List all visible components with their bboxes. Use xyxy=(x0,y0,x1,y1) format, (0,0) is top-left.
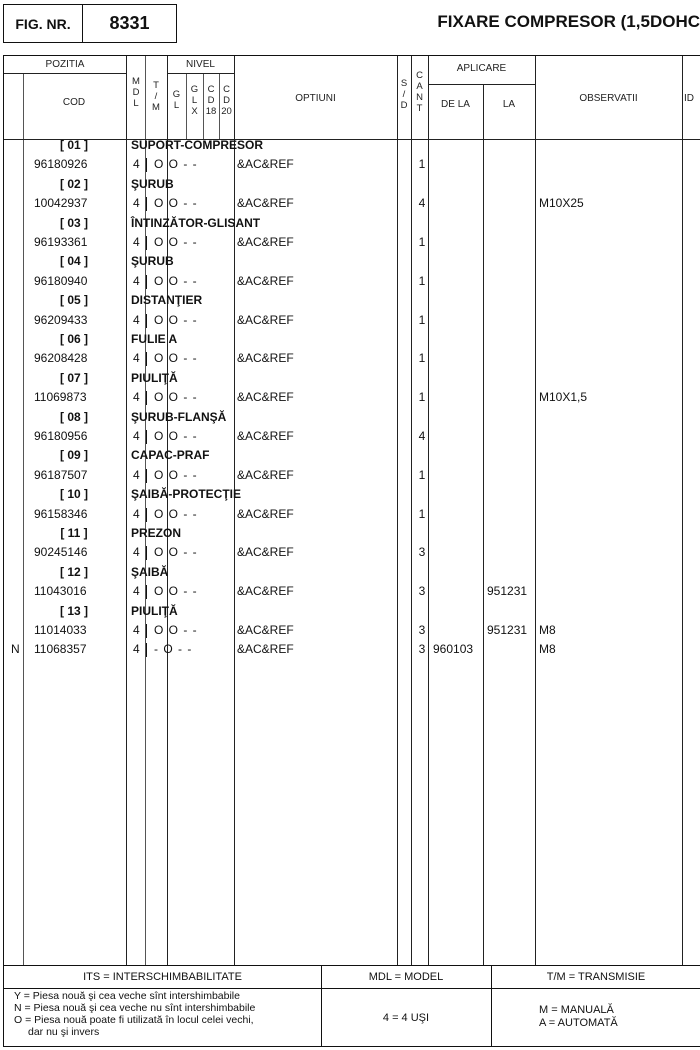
cell-mdl: 4 xyxy=(133,623,140,637)
cell-desc: ÎNTINZĂTOR-GLISANT xyxy=(131,215,261,230)
cell-pos: [ 06 ] xyxy=(59,332,88,346)
cell-opt: &AC&REF xyxy=(237,390,294,405)
cell-mdl: 4 xyxy=(133,351,140,366)
cell-mdl: 4 xyxy=(133,312,140,327)
cell-cant: 1 xyxy=(418,390,426,405)
cell-divider xyxy=(146,275,147,289)
cell-mdl: 4 xyxy=(133,273,140,288)
cell-cant: 4 xyxy=(418,429,426,443)
legend-its-line: Y = Piesa nouă şi cea veche sînt intershimbabile xyxy=(14,990,240,1002)
cell-cod: 96209433 xyxy=(34,312,88,327)
cell-obs: M10X25 xyxy=(539,196,584,211)
cell-cant: 3 xyxy=(418,642,426,657)
cell-nivel: O O - - xyxy=(154,506,198,521)
cell-cod: 96193361 xyxy=(34,235,88,249)
table-row-part xyxy=(4,505,700,524)
table-row-position xyxy=(4,524,700,543)
header-de-la: DE LA xyxy=(441,99,470,110)
cell-desc: SUPORT-COMPRESOR xyxy=(131,138,264,152)
parts-table xyxy=(3,55,700,966)
cell-cant: 1 xyxy=(418,312,426,327)
cell-mdl: 4 xyxy=(133,157,140,172)
table-row-part xyxy=(4,272,700,291)
legend-mdl xyxy=(321,966,492,1046)
cell-nivel: O O - - xyxy=(154,157,198,172)
cell-cod: 96158346 xyxy=(34,506,88,521)
legend-mdl-body: 4 = 4 UŞI xyxy=(382,1012,430,1024)
cell-divider xyxy=(146,469,147,483)
cell-divider xyxy=(146,236,147,250)
header-pozitia: POZITIA xyxy=(45,59,85,70)
cell-mdl: 4 xyxy=(133,196,140,211)
cell-cod: 96180956 xyxy=(34,429,88,443)
cell-desc: FULIE A xyxy=(131,332,178,346)
cell-divider xyxy=(146,352,147,366)
table-row-part xyxy=(4,233,700,252)
legend-tm-line: A = AUTOMATĂ xyxy=(539,1017,618,1029)
header-nivel: NIVEL xyxy=(186,59,215,70)
cell-cant: 1 xyxy=(418,157,426,172)
header-optiuni: OPTIUNI xyxy=(295,93,336,104)
cell-pos: [ 09 ] xyxy=(59,448,88,463)
cell-nivel: O O - - xyxy=(154,390,198,405)
header-observatii: OBSERVATII xyxy=(579,93,638,104)
cell-cod: 11014033 xyxy=(34,623,87,637)
cell-cod: 96180940 xyxy=(34,273,88,288)
cell-pos: [ 07 ] xyxy=(59,370,88,385)
table-row-part xyxy=(4,194,700,213)
header-nivel-glx: G L X xyxy=(190,84,199,117)
cell-cod: 10042937 xyxy=(34,196,88,211)
cell-nivel: O O - - xyxy=(154,235,198,249)
cell-divider xyxy=(146,643,147,657)
table-row-position xyxy=(4,136,700,155)
table-row-position xyxy=(4,408,700,427)
cell-desc: ŞAIBĂ-PROTECŢIE xyxy=(131,487,242,502)
table-row-part xyxy=(4,155,700,174)
table-row-part xyxy=(4,388,700,407)
cell-desc: ŞAIBĂ xyxy=(131,564,169,579)
header-sd: S / D xyxy=(400,78,408,111)
cell-nivel: O O - - xyxy=(154,196,198,211)
cell-divider xyxy=(146,585,147,599)
table-row-position xyxy=(4,252,700,271)
cell-mdl: 4 xyxy=(133,235,140,249)
legend-its-line: O = Piesa nouă poate fi utilizată în locul celei vechi, xyxy=(14,1014,254,1026)
cell-la: 951231 xyxy=(487,584,528,599)
cell-cant: 1 xyxy=(418,351,426,366)
legend-tm xyxy=(491,966,700,1046)
cell-desc: ŞURUB xyxy=(131,176,174,191)
legend-footer xyxy=(3,965,700,1047)
table-row-part xyxy=(4,311,700,330)
header-nivel-cd20: C D 20 xyxy=(221,84,232,117)
cell-pos: [ 10 ] xyxy=(59,487,88,502)
cell-nivel: O O - - xyxy=(154,351,198,366)
cell-cant: 1 xyxy=(418,506,426,521)
cell-nivel: O O - - xyxy=(154,429,198,443)
cell-pos: [ 11 ] xyxy=(60,526,88,540)
cell-divider xyxy=(146,158,147,172)
cell-cod: 11069873 xyxy=(34,390,87,405)
header-nivel-gl: G L xyxy=(172,89,181,111)
table-row-part xyxy=(4,349,700,368)
cell-opt: &AC&REF xyxy=(237,273,294,288)
cell-opt: &AC&REF xyxy=(237,642,294,657)
cell-opt: &AC&REF xyxy=(237,312,294,327)
cell-obs: M8 xyxy=(539,623,556,637)
table-row-part xyxy=(4,543,700,562)
legend-tm-line: M = MANUALĂ xyxy=(539,1004,614,1016)
cell-obs: M10X1,5 xyxy=(539,390,588,405)
cell-nivel: O O - - xyxy=(154,623,198,637)
cell-cant: 1 xyxy=(418,235,426,249)
page-title: FIXARE COMPRESOR (1,5DOHC xyxy=(437,12,700,31)
cell-divider xyxy=(146,546,147,560)
cell-desc: ŞURUB xyxy=(131,254,174,269)
cell-opt: &AC&REF xyxy=(237,545,294,560)
cell-pos: [ 08 ] xyxy=(59,409,88,424)
cell-pos: [ 01 ] xyxy=(59,138,88,152)
table-row-part xyxy=(4,466,700,485)
cell-mdl: 4 xyxy=(133,506,140,521)
cell-pos: [ 13 ] xyxy=(59,603,88,618)
cell-cod: 96208428 xyxy=(34,351,88,366)
cell-divider xyxy=(146,624,147,638)
cell-cod: 96187507 xyxy=(34,467,88,482)
legend-its xyxy=(4,966,322,1046)
cell-pos: [ 02 ] xyxy=(59,176,88,191)
cell-cod: 11068357 xyxy=(34,642,87,657)
cell-cant: 3 xyxy=(418,545,426,560)
table-row-position xyxy=(4,602,700,621)
cell-desc: DISTANŢIER xyxy=(131,293,203,308)
cell-opt: &AC&REF xyxy=(237,506,294,521)
legend-mdl-head: MDL = MODEL xyxy=(321,966,491,989)
table-row-position xyxy=(4,330,700,349)
cell-cod: 90245146 xyxy=(34,545,88,560)
cell-obs: M8 xyxy=(539,642,556,657)
cell-mdl: 4 xyxy=(133,642,140,657)
cell-pos: [ 05 ] xyxy=(59,293,88,308)
header-id: ID xyxy=(684,93,694,104)
cell-cant: 4 xyxy=(418,196,426,211)
legend-its-line: dar nu şi invers xyxy=(28,1026,100,1038)
table-row-part xyxy=(4,640,700,659)
cell-nivel: O O - - xyxy=(154,273,198,288)
table-row-position xyxy=(4,214,700,233)
cell-cod: 11043016 xyxy=(34,584,87,599)
cell-la: 951231 xyxy=(487,623,528,637)
figure-number-box xyxy=(3,4,177,43)
cell-flag: N xyxy=(11,642,20,657)
header-mdl: M D L xyxy=(132,76,140,109)
table-row-position xyxy=(4,291,700,310)
cell-pos: [ 12 ] xyxy=(59,564,88,579)
cell-nivel: O O - - xyxy=(154,584,198,599)
cell-nivel: O O - - xyxy=(154,312,198,327)
header-aplicare: APLICARE xyxy=(456,63,507,74)
fig-label: FIG. NR. xyxy=(4,5,83,42)
cell-mdl: 4 xyxy=(133,584,140,599)
legend-its-head: ITS = INTERSCHIMBABILITATE xyxy=(4,966,321,989)
header-tm: T / M xyxy=(152,80,160,113)
header-cod: COD xyxy=(62,97,86,108)
cell-mdl: 4 xyxy=(133,429,140,443)
cell-divider xyxy=(146,391,147,405)
cell-desc: PREZON xyxy=(131,526,182,540)
table-row-position xyxy=(4,485,700,504)
table-row-position xyxy=(4,175,700,194)
cell-opt: &AC&REF xyxy=(237,351,294,366)
cell-mdl: 4 xyxy=(133,545,140,560)
cell-opt: &AC&REF xyxy=(237,584,294,599)
table-row-position xyxy=(4,446,700,465)
legend-tm-head: T/M = TRANSMISIE xyxy=(491,966,700,989)
table-row-part xyxy=(4,582,700,601)
cell-divider xyxy=(146,430,147,444)
cell-cant: 3 xyxy=(418,623,426,637)
cell-divider xyxy=(146,314,147,328)
cell-cant: 3 xyxy=(418,584,426,599)
fig-number: 8331 xyxy=(109,13,150,33)
cell-pos: [ 03 ] xyxy=(59,215,88,230)
table-row-position xyxy=(4,369,700,388)
cell-desc: ŞURUB-FLANŞĂ xyxy=(131,409,227,424)
cell-pos: [ 04 ] xyxy=(59,254,88,269)
cell-mdl: 4 xyxy=(133,390,140,405)
table-row-position xyxy=(4,563,700,582)
legend-its-line: N = Piesa nouă şi cea veche nu sînt intershimbabile xyxy=(14,1002,256,1014)
table-row-part xyxy=(4,427,700,446)
table-row-part xyxy=(4,621,700,640)
cell-desc: PIULIŢĂ xyxy=(131,603,178,618)
cell-cant: 1 xyxy=(418,467,426,482)
cell-opt: &AC&REF xyxy=(237,429,294,443)
cell-mdl: 4 xyxy=(133,467,140,482)
header-nivel-cd18: C D 18 xyxy=(205,84,217,117)
cell-desc: CAPAC-PRAF xyxy=(131,448,210,463)
header-cant: C A N T xyxy=(416,70,423,114)
cell-cod: 96180926 xyxy=(34,157,88,172)
cell-opt: &AC&REF xyxy=(237,467,294,482)
cell-divider xyxy=(146,508,147,522)
cell-dela: 960103 xyxy=(433,642,474,657)
cell-opt: &AC&REF xyxy=(237,196,294,211)
cell-opt: &AC&REF xyxy=(237,235,294,249)
cell-cant: 1 xyxy=(418,273,426,288)
cell-nivel: - O - - xyxy=(154,642,193,657)
cell-divider xyxy=(146,197,147,211)
header-la: LA xyxy=(502,99,516,110)
cell-nivel: O O - - xyxy=(154,467,198,482)
cell-opt: &AC&REF xyxy=(237,157,294,172)
cell-nivel: O O - - xyxy=(154,545,198,560)
cell-opt: &AC&REF xyxy=(237,623,294,637)
cell-desc: PIULIŢĂ xyxy=(131,370,178,385)
